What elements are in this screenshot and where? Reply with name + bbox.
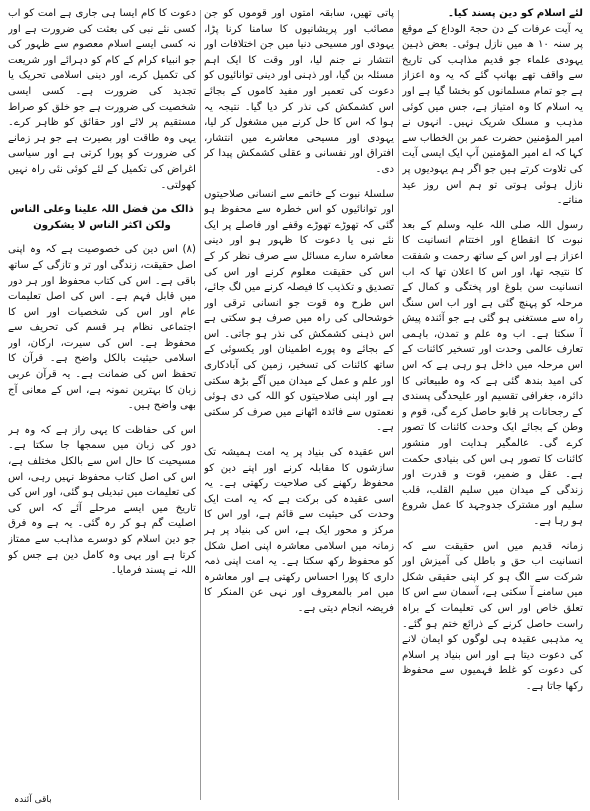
column-left <box>8 6 196 806</box>
arabic-verse: ذالک من فضل اللہ علینا وعلی الناس ولکن اکثر الناس لا یشکرون <box>10 204 194 231</box>
spacer <box>402 530 583 539</box>
paragraph: زمانہ قدیم میں اس حقیقت سے کہ انسانیت اب حق و باطل کی آمیزش اور شرکت سے الگ ہو کر اپنی حقیقی شکل میں سامنے آ سکتی ہے، آسمان سے اس کا تعلق خاص اور اس کی تعلیمات کے براہ راست حاصل کرنے کے ذرائع ختم ہو گئے۔ یہ مذہبی عقیدہ ہی لوگوں کو ایمان لانے کی دعوت دیتا ہے اور اس بنیاد پر اسلام کی دعوت کو غلط فہمیوں سے محفوظ رکھا جاتا ہے۔ <box>402 540 583 692</box>
spacer <box>204 178 394 187</box>
column-divider <box>398 10 399 800</box>
paragraph: رسول اللہ صلی اللہ علیہ وسلم کے بعد نبوت کا انقطاع اور اختتام انسانیت کا اعزاز ہے اور اس کے ساتھ رحمت و شفقت کا نتیجہ تھا، اور اس کا اعلان تھا کہ اب انسانیت سن بلوغ اور پختگی و کمال کے مرحلہ کو پہنچ گئی ہے اور اب اس سنگ راہ سے مستغنی ہو گئی ہے جو آئندہ پیش آ سکتا ہے۔ اب وہ علم و تمدن، باہمی تعارف عالمی وحدت اور تسخیر کائنات کے اس مرحلہ میں داخل ہو رہی ہے کہ اس کی امید بندھ گئی ہے کہ وہ طبیعاتی کا دائرہ، جغرافی تقسیم اور علیحدگی پسندی کے رجحانات پر قابو حاصل کرے گی، قوم و وطن کے بجائے ایک وحدت کائنات کا تصور کرے گی۔ عالمگیر ہدایت اور منشور کائنات کا تصور ہی اس کی بنیادی حکمت ہے۔ عقل و ضمیر، قوت و قدرت اور زندگی کے میدان میں سلیم القلب، قلب سلیم اور مشترک جدوجہد کا عمل شروع ہو رہا ہے۔ <box>402 219 583 527</box>
paragraph: اس عقیدہ کی بنیاد پر یہ امت ہمیشہ تک سازشوں کا مقابلہ کرنے اور اپنے دین کو محفوظ رکھنے کی صلاحیت رکھتی ہے۔ یہ اسی عقیدہ کی برکت ہے کہ یہ امت ایک وحدت کی حیثیت سے قائم ہے، اور اس کا مرکز و محور ایک ہے، اس کی بنیاد پر ہر زمانہ میں اسلامی معاشرہ اپنی اصل شکل کو محفوظ رکھ سکتا ہے۔ یہ امت اپنی ذمہ داری کا پورا احساس رکھتی ہے اور معاشرہ میں امر بالمعروف اور نہی عن المنکر کا فریضہ انجام دیتی ہے۔ <box>204 447 394 614</box>
spacer <box>8 233 196 242</box>
column-middle <box>204 6 394 806</box>
spacer <box>8 193 196 202</box>
paragraph: دعوت کا کام ایسا ہی جاری ہے امت کو اب کسی نئے نبی کی بعثت کی ضرورت ہے اور نہ کسی ایسے اسلام معصوم سے ظہور کی جو انبیاء کرام کے کام کو دہرائے اور شریعت کی تکمیل کرے، اور دینی اسلامی تحریک یا تجدید کی ضرورت ہے۔ کسی ایسی شخصیت کی ضرورت ہے جو خلق کو صراط مستقیم پر لائے اور حقائق کو ظاہر کرے۔ یہی وہ طاقت اور بصیرت ہے جو ہر زمانے کی ضرورت کو پورا کرتی ہے اور سیاسی اغراض کی تکمیل کے لئے کوئی نئی راہ نہیں کھولتی۔ <box>8 8 196 191</box>
continued-note: باقی آئندہ <box>14 795 52 805</box>
paragraph: اس کی حفاظت کا یہی راز ہے کہ وہ ہر دور کی زبان میں سمجھا جا سکتا ہے۔ مسیحیت کا حال اس سے بالکل مختلف ہے، اس کی اصل کتاب محفوظ نہیں رہی، اس کی تعلیمات میں تبدیلی ہو گئی، اور اس کی تاریخ میں ایسے مرحلے آئے کہ اس کی اصلیت گم ہو کر رہ گئی۔ یہ ہے وہ فرق جو دین اسلام کو دوسرے مذاہب سے ممتاز کرتا ہے اور یہی وہ کامل دین ہے جس کو اللہ نے پسند فرمایا۔ <box>8 424 196 577</box>
column-right <box>402 6 583 806</box>
paragraph: یہ آیت عرفات کے دن حجۃ الوداع کے موقع پر سنہ ۱۰ ھ میں نازل ہوئی۔ بعض ذہین یہودی علماء جو قدیم مذاہب کی تاریخ سے واقف تھے بھانپ گئے کہ یہ وہ اعزاز ہے جو تمام مسلمانوں کو بخشا گیا ہے اور یہ اسلام کا وہ امتیاز ہے، جس میں کوئی مذہب و مسلک شریک نہیں۔ انہوں نے امیر المؤمنین حضرت عمر بن الخطاب سے کہا کہ اے امیر المؤمنین آپ ایک ایسی آیت کی تلاوت کرتے ہیں جو اگر ہم یہودیوں پر نازل ہوئی ہوتی تو ہم اس روز عید مناتے۔ <box>402 23 583 207</box>
spacer <box>402 209 583 218</box>
paragraph: سلسلۂ نبوت کے خاتمے سے انسانی صلاحیتوں اور توانائیوں کو اس خطرہ سے محفوظ ہو گئی کہ تھوڑے تھوڑے وقفے اور فاصلے پر ایک نئے نبی یا دعوت کا ظہور ہو اور دینی معاشرہ سارے مسائل سے صرف نظر کر کے اس کی حقیقت معلوم کرنے اور اس کی تصدیق و تکذیب کا فیصلہ کرنے میں لگ جائے، اس طرح وہ قوت جو انسانی ترقی اور خوشحالی کی راہ میں صرف ہو سکتی ہے اس ذہنی کشمکش کی نذر ہو جاتی۔ اس کے بجائے وہ پورے اطمینان اور یکسوئی کے ساتھ کائنات کی تسخیر، زمین کی آبادکاری اور علم و عمل کے میدان میں آگے بڑھ سکتی ہے اور اپنی صلاحیتوں کو اللہ کی دی ہوئی نعمتوں سے فائدہ اٹھانے میں صرف کر سکتی ہے۔ <box>204 188 394 434</box>
paragraph: (۸) اس دین کی خصوصیت ہے کہ وہ اپنی اصل حقیقت، زندگی اور تر و تازگی کے ساتھ باقی ہے۔ اس کی کتاب محفوظ اور ہر دور میں قابل فہم ہے۔ اس کی اصل تعلیمات عام اور اس کی شخصیات اور اس کا اجتماعی نظام ہر قسم کی تحریف سے محفوظ ہے۔ اس کی سیرت، ارکان، اور اسلامی حیثیت بالکل واضح ہے۔ قرآن کا تحفظ اس کی ضمانت ہے۔ یہ قرآن عربی زبان کا بہترین نمونہ ہے، اس کے معانی آج بھی واضح ہیں۔ <box>8 244 196 412</box>
paragraph: پاتی تھیں، سابقہ امتوں اور قوموں کو جن مصائب اور پریشانیوں کا سامنا کرنا پڑا، یہودی اور مسیحی دنیا میں جن اختلافات اور انتشار نے جنم لیا، اور وقت کا ایک اہم مسئلہ بن گیا، اور ذہنی اور دینی توانائیوں کو دعوت کی تعمیر اور مفید کاموں کے بجائے اس کشمکش کی نذر کر دیا گیا۔ نتیجہ یہ ہوا کہ اس کا حل کرنے میں مشغول کر لیا، یہودی اور مسیحی معاشرے میں انتشار، افتراق اور نفسانی و عقلی کشمکش پیدا کر دی۔ <box>204 8 394 175</box>
spacer <box>204 436 394 445</box>
column-divider <box>200 10 201 800</box>
paragraph: لئے اسلام کو دین پسند کیا۔ <box>447 8 583 19</box>
spacer <box>8 414 196 423</box>
